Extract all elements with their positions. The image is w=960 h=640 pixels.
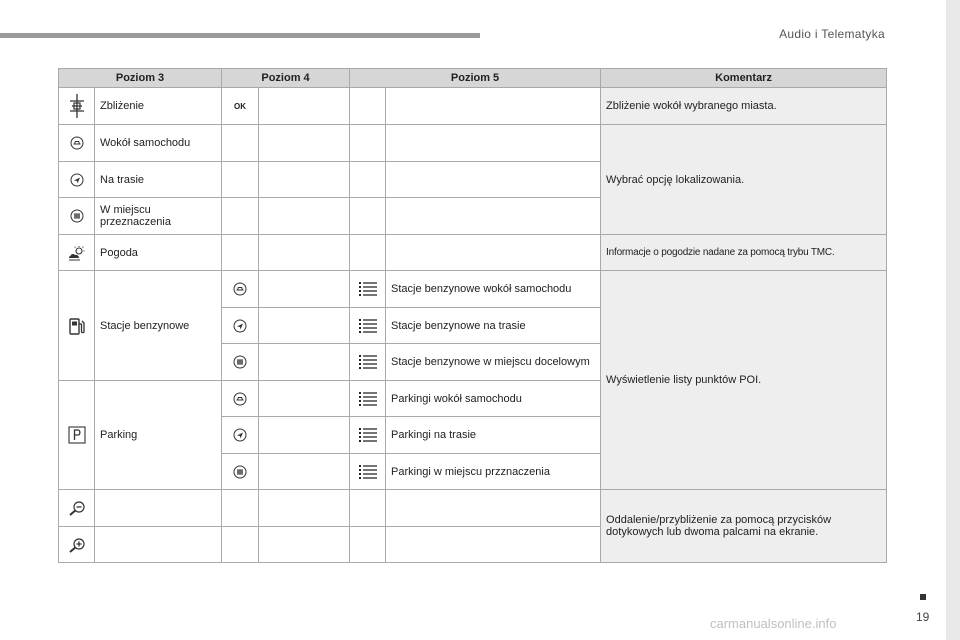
row-label: Parking [95,381,222,490]
row-label: Na trasie [95,162,222,198]
table-header-row [59,69,887,88]
table-row [59,490,887,527]
menu-table [58,68,887,563]
row-comment: Oddalenie/przybliżenie za pomocą przycisków dotykowych lub dwoma palcami na ekranie. [601,490,887,563]
destination-flag-icon [222,344,259,381]
row-comment: Wyświetlenie listy punktów POI. [601,271,887,490]
table-row [59,271,887,308]
row-label: W miejscu przeznaczenia [95,198,222,235]
list-icon [350,344,386,381]
route-arrow-icon [222,308,259,344]
ok-badge: OK [222,88,259,125]
watermark: carmanualsonline.info [710,616,837,631]
col-header-comment: Komentarz [601,69,887,88]
list-icon [350,271,386,308]
list-icon [350,417,386,454]
row-sublabel: Parkingi wokół samochodu [386,381,601,417]
fuel-pump-icon [59,271,95,381]
row-sublabel: Parkingi w miejscu przznaczenia [386,454,601,490]
side-margin-bar [946,0,960,640]
row-sublabel: Stacje benzynowe wokół samochodu [386,271,601,308]
list-icon [350,381,386,417]
row-comment: Zbliżenie wokół wybranego miasta. [601,88,887,125]
parking-icon [59,381,95,490]
list-icon [350,308,386,344]
table-row [59,235,887,271]
row-sublabel: Stacje benzynowe w miejscu docelowym [386,344,601,381]
zoom-scale-icon [59,88,95,125]
row-label: Pogoda [95,235,222,271]
car-icon [222,381,259,417]
table-row [59,125,887,162]
route-arrow-icon [222,417,259,454]
destination-flag-icon [222,454,259,490]
row-label: Wokół samochodu [95,125,222,162]
section-title: Audio i Telematyka [779,27,885,41]
zoom-in-icon [59,527,95,563]
col-header-level5: Poziom 5 [350,69,601,88]
section-end-mark [920,594,926,600]
row-sublabel: Parkingi na trasie [386,417,601,454]
car-icon [222,271,259,308]
row-comment: Wybrać opcję lokalizowania. [601,125,887,235]
route-arrow-icon [59,162,95,198]
col-header-level3: Poziom 3 [59,69,222,88]
table-row [59,88,887,125]
row-label: Stacje benzynowe [95,271,222,381]
list-icon [350,454,386,490]
row-sublabel: Stacje benzynowe na trasie [386,308,601,344]
page-number: 19 [916,610,930,624]
weather-icon [59,235,95,271]
top-rule [0,33,480,38]
col-header-level4: Poziom 4 [222,69,350,88]
destination-flag-icon [59,198,95,235]
row-comment: Informacje o pogodzie nadane za pomocą trybu TMC. [601,235,887,271]
zoom-out-icon [59,490,95,527]
car-icon [59,125,95,162]
row-label: Zbliżenie [95,88,222,125]
